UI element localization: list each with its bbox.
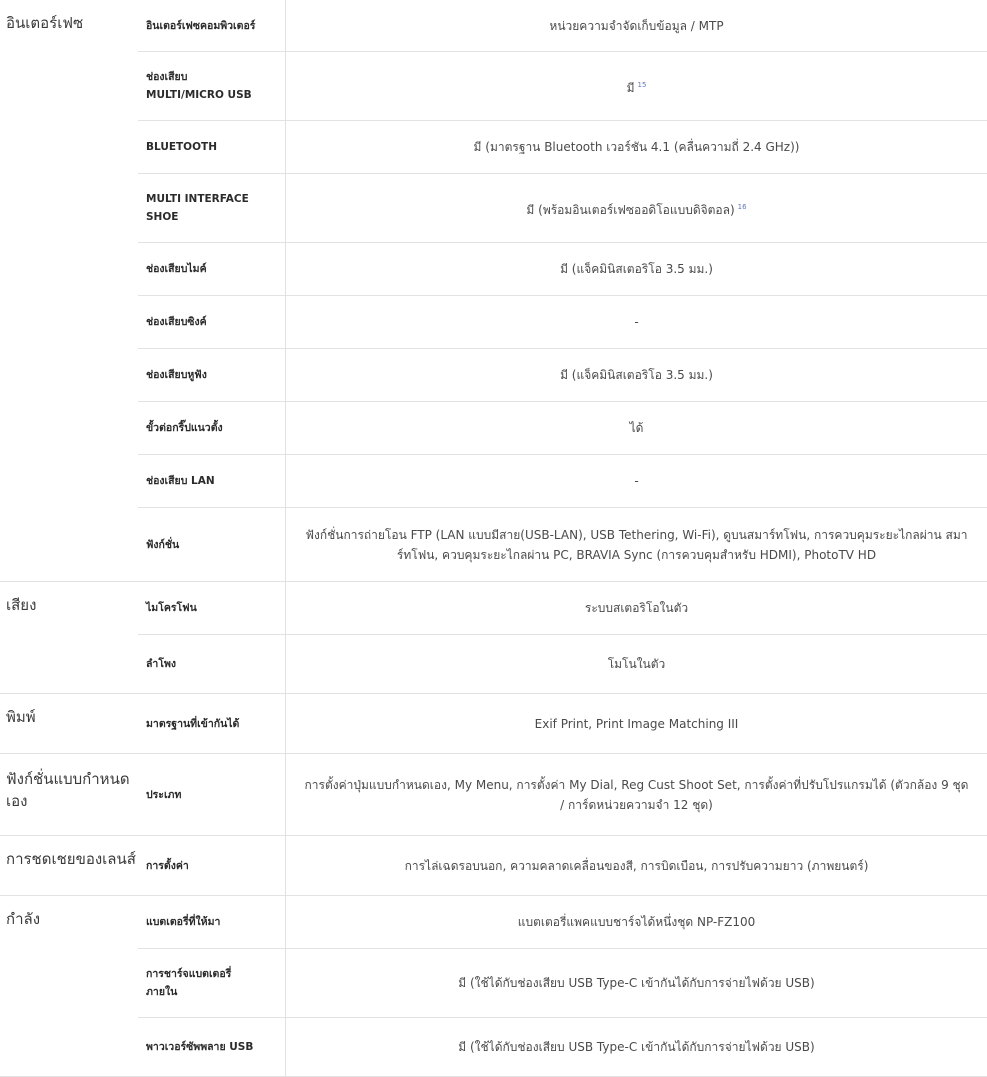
spec-value: มี (ใช้ได้กับช่องเสียบ USB Type-C เข้ากันได้กับการจ่ายไฟด้วย USB)	[458, 976, 815, 990]
group-rows	[138, 582, 987, 693]
spec-group	[0, 582, 987, 694]
group-rows	[138, 836, 987, 895]
spec-label-text: การตั้งค่า	[146, 859, 189, 872]
spec-label-text: การชาร์จแบตเตอรี่ ภายใน	[146, 968, 232, 998]
group-rows	[138, 0, 987, 581]
spec-value: มี (ใช้ได้กับช่องเสียบ USB Type-C เข้ากันได้กับการจ่ายไฟด้วย USB)	[458, 1040, 815, 1054]
spec-label-text: MULTI INTERFACE SHOE	[146, 193, 249, 223]
spec-label	[138, 0, 286, 51]
spec-label	[138, 635, 286, 693]
spec-group	[0, 896, 987, 1077]
spec-row	[138, 582, 987, 635]
spec-value: -	[634, 315, 639, 329]
spec-label	[138, 402, 286, 454]
spec-row	[138, 836, 987, 895]
spec-label	[138, 896, 286, 948]
spec-row	[138, 349, 987, 402]
spec-group	[0, 836, 987, 896]
spec-row	[138, 121, 987, 174]
spec-label-text: มาตรฐานที่เข้ากันได้	[146, 717, 240, 730]
spec-row	[138, 0, 987, 52]
spec-row	[138, 243, 987, 296]
spec-label	[138, 349, 286, 401]
spec-value: หน่วยความจำจัดเก็บข้อมูล / MTP	[549, 18, 724, 33]
spec-label-text: พาวเวอร์ซัพพลาย USB	[146, 1041, 254, 1053]
spec-row	[138, 52, 987, 121]
spec-label-text: ฟังก์ชั่น	[146, 538, 180, 551]
spec-value: Exif Print, Print Image Matching III	[534, 716, 739, 731]
spec-label	[138, 52, 286, 120]
group-title: การชดเชยของเลนส์	[6, 850, 136, 868]
spec-row	[138, 402, 987, 455]
spec-value: มี $^{15}$	[626, 80, 647, 95]
group-title: อินเตอร์เฟซ	[6, 14, 84, 32]
spec-row	[138, 754, 987, 835]
spec-label	[138, 296, 286, 348]
spec-label	[138, 582, 286, 634]
spec-group	[0, 754, 987, 836]
spec-value: มี (แจ็คมินิสเตอริโอ 3.5 มม.)	[560, 368, 713, 382]
spec-value: มี (มาตรฐาน Bluetooth เวอร์ชัน 4.1 (คลื่นความถี่ 2.4 GHz))	[473, 140, 800, 154]
spec-label	[138, 174, 286, 242]
spec-label	[138, 754, 286, 835]
spec-row	[138, 1018, 987, 1076]
group-title: ฟังก์ชั่นแบบกำหนดเอง	[6, 770, 130, 810]
spec-label	[138, 836, 286, 895]
group-title: เสียง	[6, 596, 37, 614]
spec-label-text: ไมโครโฟน	[146, 602, 197, 614]
spec-label	[138, 121, 286, 173]
spec-row	[138, 296, 987, 349]
spec-label-text: ช่องเสียบไมค์	[146, 263, 207, 275]
group-rows	[138, 754, 987, 835]
group-rows	[138, 694, 987, 753]
spec-row	[138, 174, 987, 243]
spec-label-text: ช่องเสียบ MULTI/MICRO USB	[146, 71, 252, 101]
spec-row	[138, 896, 987, 949]
group-rows	[138, 896, 987, 1076]
spec-value: โมโนในตัว	[607, 657, 666, 671]
spec-group	[0, 694, 987, 754]
spec-value: มี (พร้อมอินเตอร์เฟซออดิโอแบบดิจิตอล) $^{16}$	[526, 202, 747, 217]
spec-value: การตั้งค่าปุ่มแบบกำหนดเอง, My Menu, การตั้งค่า My Dial, Reg Cust Shoot Set, การตั้งค่าที่ปรับโปรแกรมได้ (ตัวกล้อง 9 ชุด / การ์ดหน่วยความจำ 12 ชุด)	[304, 777, 969, 812]
footnote-ref[interactable]: 15	[637, 80, 647, 89]
spec-label	[138, 455, 286, 507]
spec-label-text: ลำโพง	[146, 658, 177, 670]
spec-value: ฟังก์ชั่นการถ่ายโอน FTP (LAN แบบมีสาย(USB-LAN), USB Tethering, Wi-Fi), ดูบนสมาร์ทโฟน, การควบคุมระยะไกลผ่าน สมาร์ทโฟน, ควบคุมระยะไกลผ่าน PC, BRAVIA Sync (การควบคุมสำหรับ HDMI), PhotoTV HD	[305, 527, 968, 562]
spec-row	[138, 635, 987, 693]
spec-row	[138, 508, 987, 581]
spec-label-text: ช่องเสียบซิงค์	[146, 316, 207, 328]
spec-label	[138, 1018, 286, 1076]
spec-label-text: ขั้วต่อกริ๊ปแนวตั้ง	[146, 422, 223, 434]
spec-row	[138, 949, 987, 1018]
spec-value: ระบบสเตอริโอในตัว	[584, 601, 689, 615]
spec-label	[138, 243, 286, 295]
footnote-ref[interactable]: 16	[737, 202, 747, 211]
spec-row	[138, 455, 987, 508]
spec-row	[138, 694, 987, 753]
spec-value: ได้	[629, 421, 644, 435]
spec-value: มี (แจ็คมินิสเตอริโอ 3.5 มม.)	[560, 262, 713, 276]
spec-value: -	[634, 474, 639, 488]
spec-label	[138, 949, 286, 1017]
spec-label-text: ช่องเสียบหูฟัง	[146, 369, 207, 381]
spec-label	[138, 508, 286, 581]
group-title: พิมพ์	[6, 708, 36, 726]
spec-label-text: แบตเตอรี่ที่ให้มา	[146, 916, 221, 928]
spec-label-text: อินเตอร์เฟซคอมพิวเตอร์	[146, 19, 256, 32]
spec-label-text: ประเภท	[146, 788, 182, 801]
spec-label	[138, 694, 286, 753]
spec-label-text: BLUETOOTH	[146, 141, 217, 153]
spec-value: การไล่เฉดรอบนอก, ความคลาดเคลื่อนของสี, การบิดเบือน, การปรับความยาว (ภาพยนตร์)	[404, 858, 869, 873]
spec-value: แบตเตอรี่แพคแบบชาร์จได้หนึ่งชุด NP-FZ100	[517, 915, 756, 929]
group-title: กำลัง	[6, 910, 41, 928]
spec-label-text: ช่องเสียบ LAN	[146, 475, 215, 487]
